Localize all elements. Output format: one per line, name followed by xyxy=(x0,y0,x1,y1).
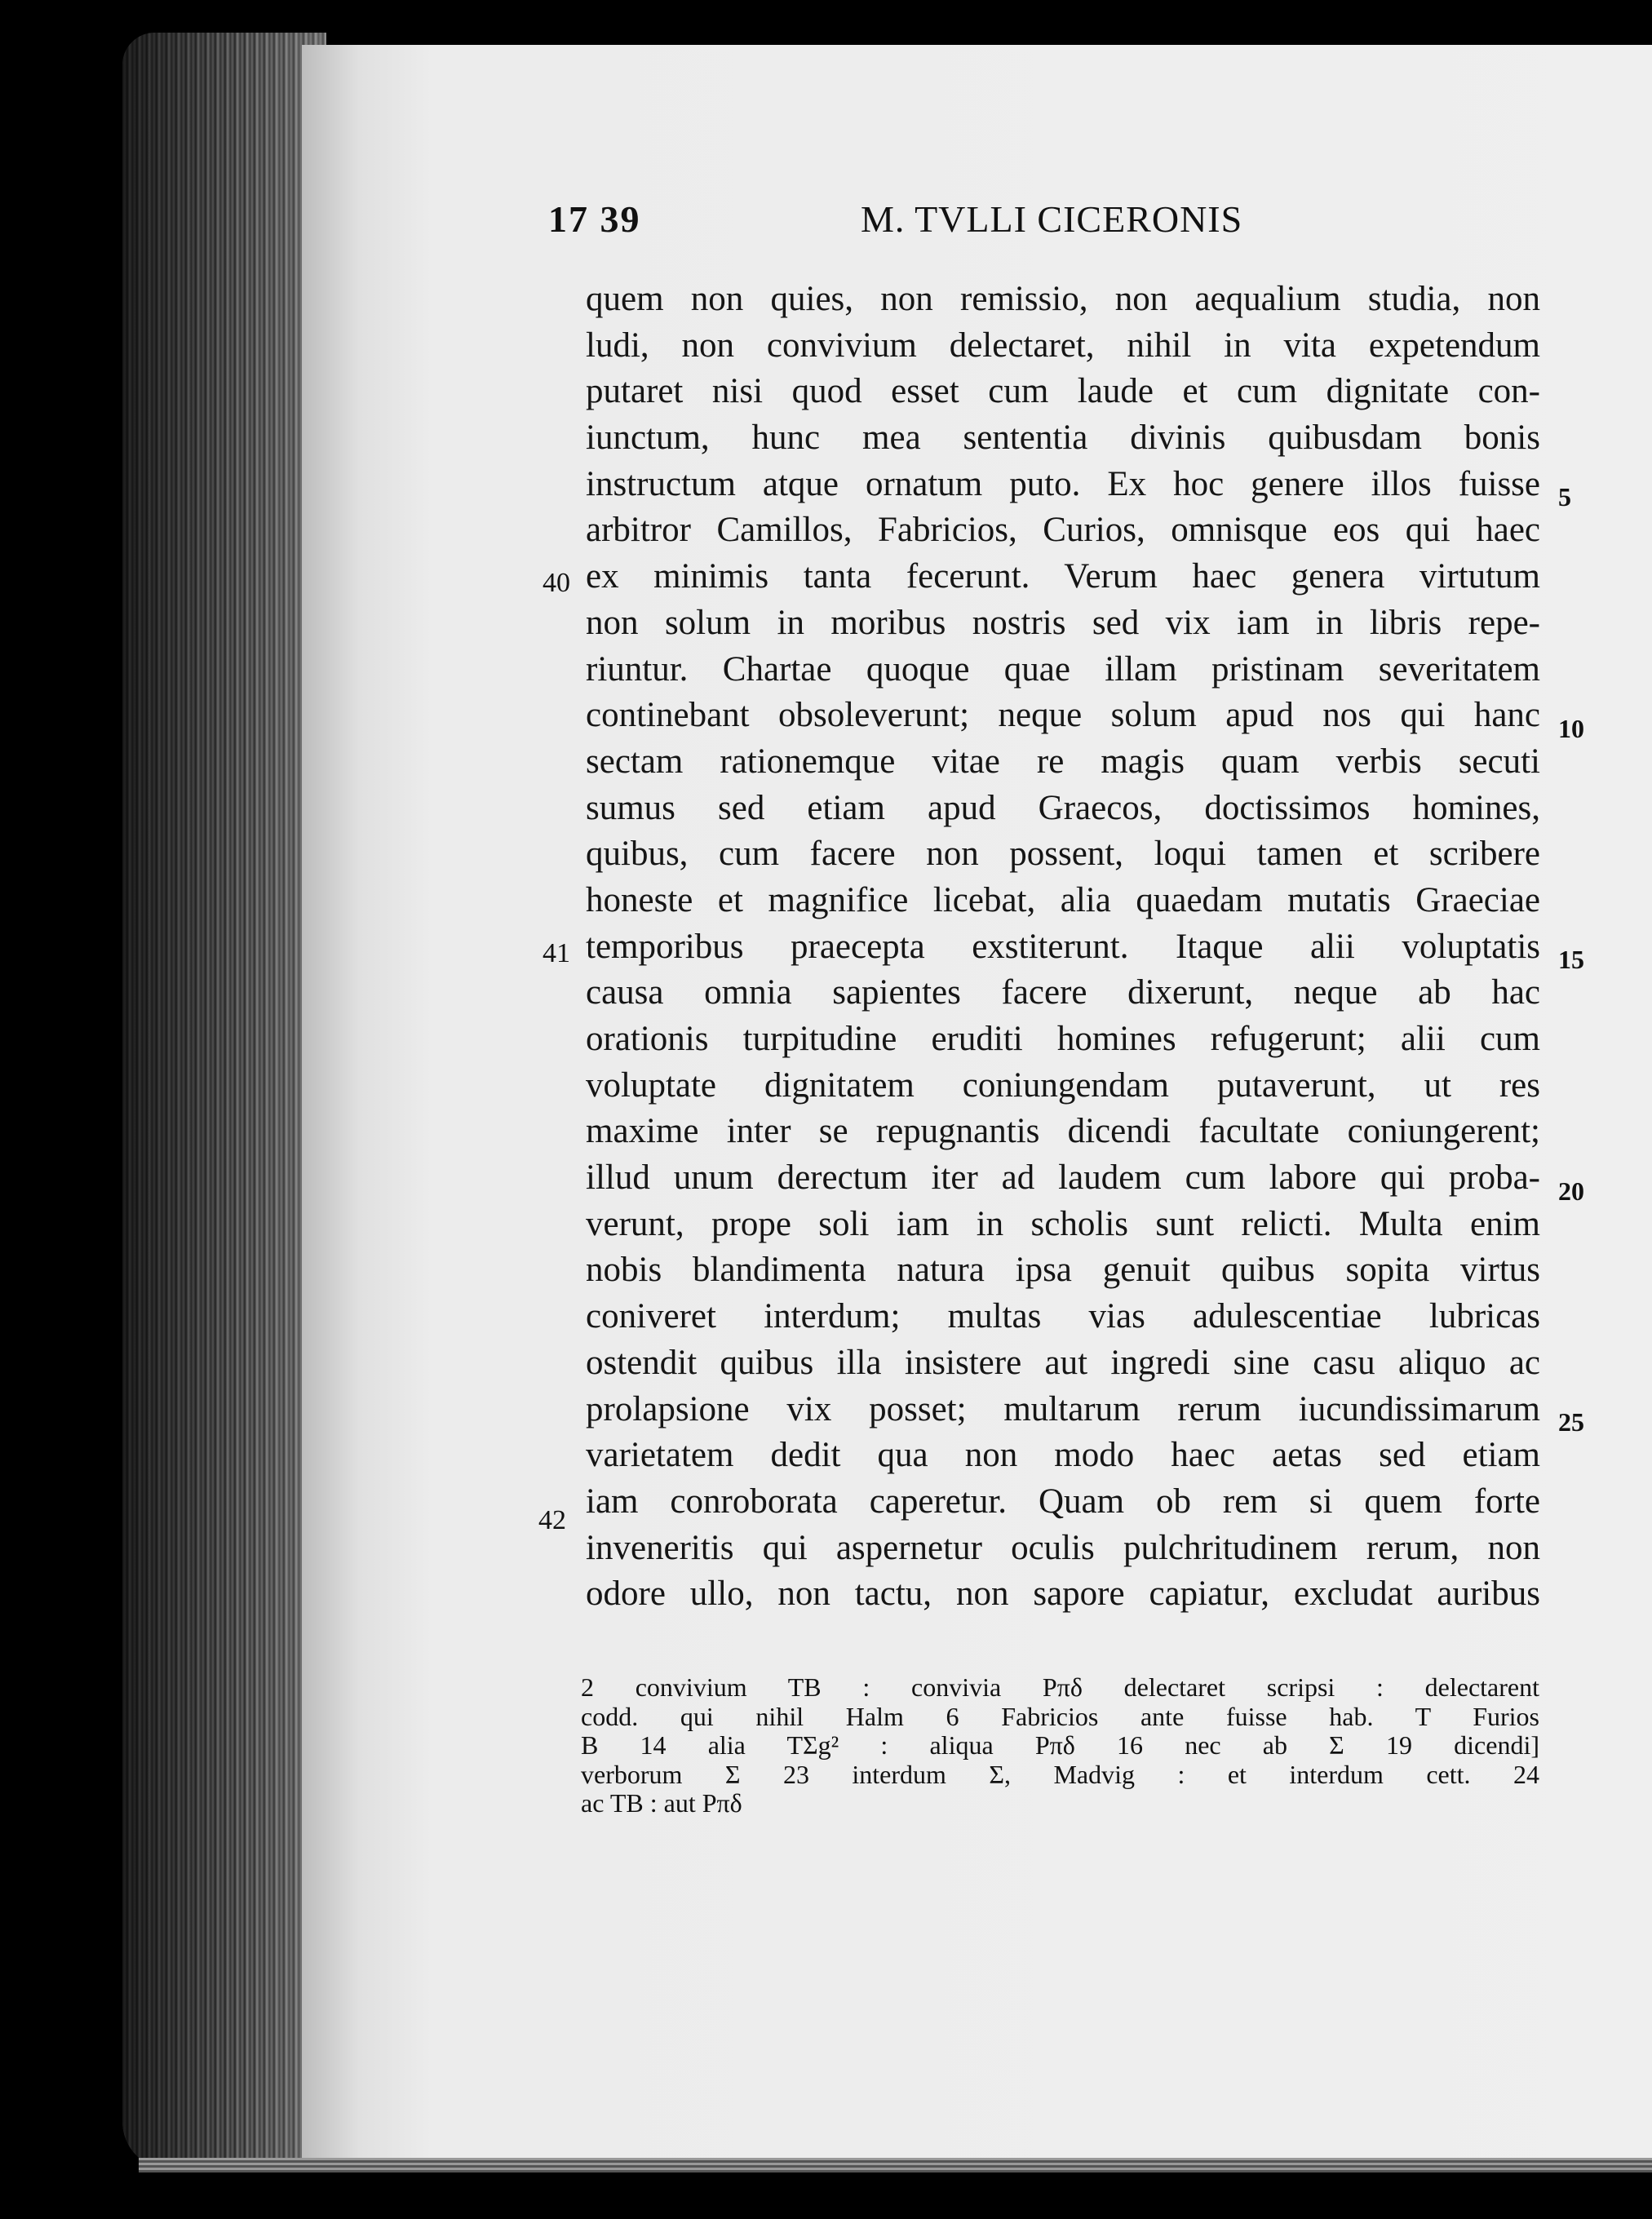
text-line: voluptate dignitatem coniungendam putaverunt, ut res xyxy=(586,1065,1540,1105)
text-line: non solum in moribus nostris sed vix iam in libris repe- xyxy=(586,603,1540,642)
text-line: sumus sed etiam apud Graecos, doctissimos homines, xyxy=(586,788,1540,827)
text-line: honeste et magnifice licebat, alia quaedam mutatis Graeciae xyxy=(586,880,1540,919)
text-line: inveneritis qui aspernetur oculis pulchritudinem rerum, non xyxy=(586,1528,1540,1567)
text-line: arbitror Camillos, Fabricios, Curios, omnisque eos qui haec xyxy=(586,511,1540,550)
apparatus-line: 2 convivium TB : convivia Pπδ delectaret scripsi : delectarent xyxy=(581,1672,1539,1702)
line-number: 15 xyxy=(1558,945,1584,974)
text-line: causa omnia sapientes facere dixerunt, neque ab hac xyxy=(586,973,1540,1012)
text-line: odore ullo, non tactu, non sapore capiatur, excludat auribus xyxy=(586,1575,1540,1614)
apparatus-line: B 14 alia TΣg² : aliqua Pπδ 16 nec ab Σ 19 dicendi] xyxy=(581,1730,1539,1760)
apparatus-line: ac TB : aut Pπδ xyxy=(581,1788,742,1818)
text-line: temporibus praecepta exstiterunt. Itaque alii voluptatis xyxy=(586,927,1540,966)
text-line: prolapsione vix posset; multarum rerum iucundissimarum xyxy=(586,1389,1540,1428)
page-edges-shadow xyxy=(122,33,326,2170)
section-number: 41 xyxy=(543,938,570,968)
text-line: ostendit quibus illa insistere aut ingredi sine casu aliquo ac xyxy=(586,1343,1540,1382)
line-number: 5 xyxy=(1558,482,1571,512)
apparatus-line: verborum Σ 23 interdum Σ, Madvig : et interdum cett. 24 xyxy=(581,1759,1539,1789)
text-line: nobis blandimenta natura ipsa genuit quibus sopita virtus xyxy=(586,1251,1540,1290)
apparatus-line: codd. qui nihil Halm 6 Fabricios ante fuisse hab. T Furios xyxy=(581,1701,1539,1731)
text-line: orationis turpitudine eruditi homines refugerunt; alii cum xyxy=(586,1020,1540,1058)
text-line: ludi, non convivium delectaret, nihil in vita expetendum xyxy=(586,326,1540,365)
text-line: iam conroborata caperetur. Quam ob rem si quem forte xyxy=(586,1482,1540,1521)
running-page-number: 17 39 xyxy=(548,198,641,240)
text-line: illud unum derectum iter ad laudem cum labore qui proba- xyxy=(586,1158,1540,1198)
text-line: varietatem dedit qua non modo haec aetas sed etiam xyxy=(586,1436,1540,1475)
main-text xyxy=(586,277,1540,1618)
text-line: putaret nisi quod esset cum laude et cum dignitate con- xyxy=(586,372,1540,411)
running-title: M. TVLLI CICERONIS xyxy=(861,198,1243,240)
line-number: 25 xyxy=(1558,1407,1584,1437)
section-number: 40 xyxy=(543,568,570,598)
text-line: iunctum, hunc mea sententia divinis quibusdam bonis xyxy=(586,419,1540,458)
text-line: quem non quies, non remissio, non aequalium studia, non xyxy=(586,280,1540,318)
text-line: coniveret interdum; multas vias adulescentiae lubricas xyxy=(586,1297,1540,1336)
text-line: verunt, prope soli iam in scholis sunt relicti. Multa enim xyxy=(586,1204,1540,1243)
text-line: instructum atque ornatum puto. Ex hoc genere illos fuisse xyxy=(586,464,1540,503)
section-number: 42 xyxy=(538,1505,566,1535)
book-bottom-edge xyxy=(139,2158,1652,2172)
text-line: continebant obsoleverunt; neque solum apud nos qui hanc xyxy=(586,696,1540,735)
text-line: quibus, cum facere non possent, loqui tamen et scribere xyxy=(586,835,1540,874)
line-number: 20 xyxy=(1558,1176,1584,1206)
line-number: 10 xyxy=(1558,714,1584,743)
text-line: sectam rationemque vitae re magis quam verbis secuti xyxy=(586,742,1540,781)
text-line: riuntur. Chartae quoque quae illam pristinam severitatem xyxy=(586,649,1540,689)
text-line: ex minimis tanta fecerunt. Verum haec genera virtutum xyxy=(586,557,1540,596)
critical-apparatus xyxy=(581,1673,1539,1818)
text-line: maxime inter se repugnantis dicendi facultate coniungerent; xyxy=(586,1112,1540,1151)
